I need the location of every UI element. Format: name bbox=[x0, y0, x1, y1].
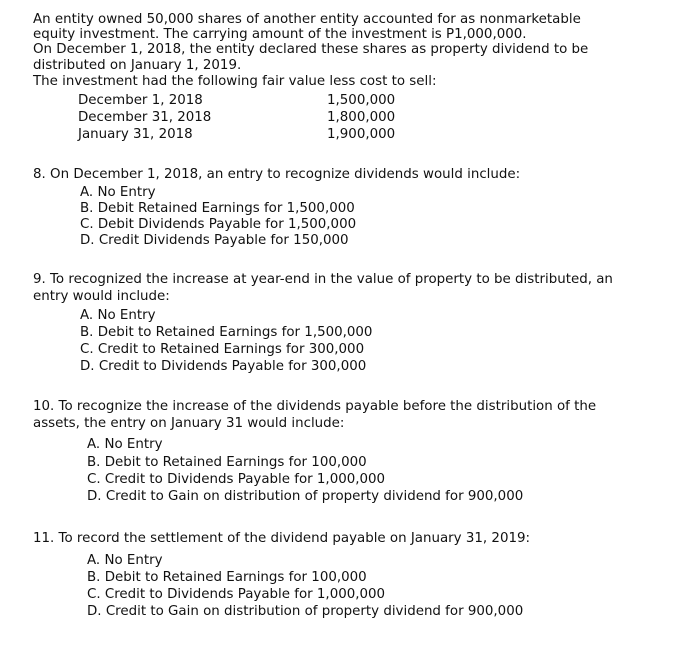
option-d: D. Credit to Gain on distribution of property dividend for 900,000 bbox=[87, 604, 524, 619]
question-text: 9. To recognized the increase at year-end in the value of property to be distributed, an bbox=[33, 272, 613, 287]
question-text: 11. To record the settlement of the dividend payable on January 31, 2019: bbox=[33, 531, 531, 546]
intro-line-3: On December 1, 2018, the entity declared these shares as property dividend to be bbox=[33, 42, 589, 57]
option-d: D. Credit Dividends Payable for 150,000 bbox=[80, 233, 349, 248]
option-d: D. Credit to Gain on distribution of property dividend for 900,000 bbox=[87, 489, 524, 504]
question-text-cont: assets, the entry on January 31 would include: bbox=[33, 416, 345, 431]
fair-value-amount: 1,900,000 bbox=[327, 127, 396, 142]
option-c: C. Credit to Retained Earnings for 300,000 bbox=[80, 342, 365, 357]
fair-value-amount: 1,800,000 bbox=[327, 110, 396, 125]
option-b: B. Debit to Retained Earnings for 100,000 bbox=[87, 455, 367, 470]
option-d: D. Credit to Dividends Payable for 300,000 bbox=[80, 359, 367, 374]
option-a: A. No Entry bbox=[87, 553, 163, 568]
intro-line-1: An entity owned 50,000 shares of another entity accounted for as nonmarketable bbox=[33, 12, 581, 27]
option-c: C. Debit Dividends Payable for 1,500,000 bbox=[80, 217, 357, 232]
option-c: C. Credit to Dividends Payable for 1,000,000 bbox=[87, 472, 386, 487]
option-b: B. Debit to Retained Earnings for 1,500,000 bbox=[80, 325, 373, 340]
question-text: 10. To recognize the increase of the dividends payable before the distribution of the bbox=[33, 399, 597, 414]
fair-value-date: January 31, 2018 bbox=[78, 127, 193, 142]
question-text-cont: entry would include: bbox=[33, 289, 170, 304]
fair-value-amount: 1,500,000 bbox=[327, 93, 396, 108]
option-c: C. Credit to Dividends Payable for 1,000,000 bbox=[87, 587, 386, 602]
intro-line-2: equity investment. The carrying amount of the investment is P1,000,000. bbox=[33, 27, 527, 42]
intro-line-5: The investment had the following fair value less cost to sell: bbox=[33, 74, 437, 89]
option-a: A. No Entry bbox=[80, 185, 156, 200]
option-b: B. Debit to Retained Earnings for 100,000 bbox=[87, 570, 367, 585]
question-text: 8. On December 1, 2018, an entry to recognize dividends would include: bbox=[33, 167, 521, 182]
intro-line-4: distributed on January 1, 2019. bbox=[33, 58, 242, 73]
option-a: A. No Entry bbox=[87, 437, 163, 452]
fair-value-date: December 1, 2018 bbox=[78, 93, 203, 108]
fair-value-date: December 31, 2018 bbox=[78, 110, 212, 125]
option-a: A. No Entry bbox=[80, 308, 156, 323]
option-b: B. Debit Retained Earnings for 1,500,000 bbox=[80, 201, 355, 216]
